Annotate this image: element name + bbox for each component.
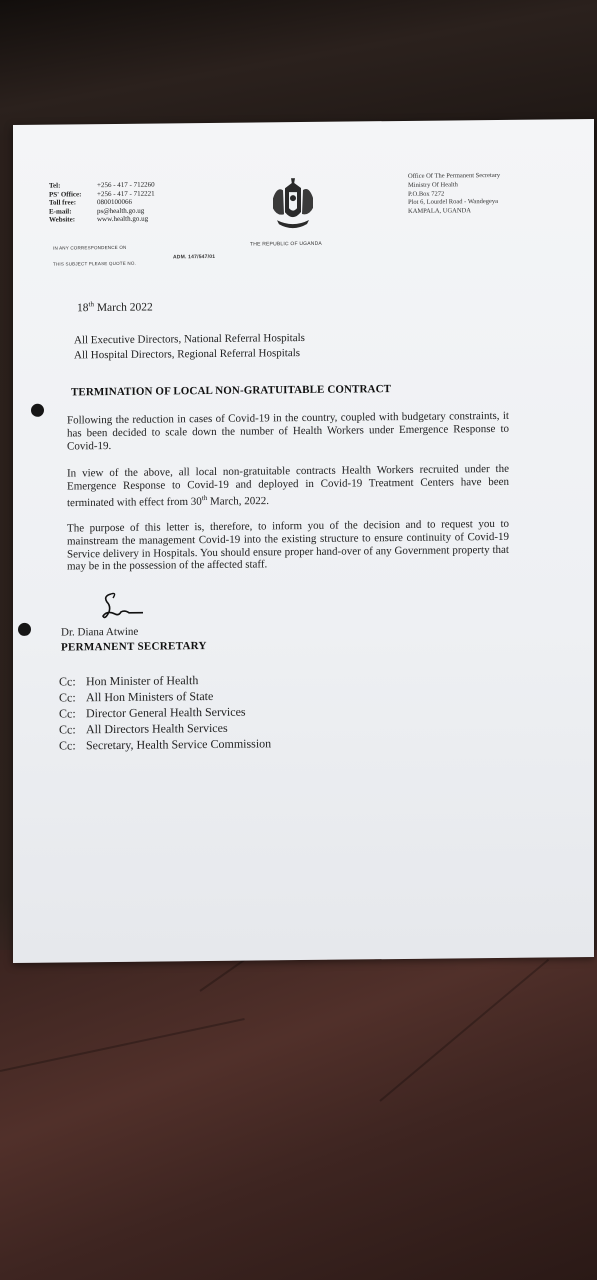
contact-label: PS' Office: [49,189,82,199]
paragraph-2-text: In view of the above, all local non-gratuitable contracts Health Workers recruited under the Emergence Response to Covid-19 and deployed in Covid-19 Treatment Centers have been terminated with effect from 30 [67,462,509,509]
addressee-line: All Executive Directors, National Referral Hospitals [74,331,305,347]
cc-list [59,671,271,753]
letter-page [13,119,594,963]
cc-recipient: All Hon Ministers of State [86,688,214,705]
signatory-name: Dr. Diana Atwine [61,625,139,639]
paragraph-2 [67,463,509,510]
office-line: Office Of The Permanent Secretary [408,171,501,180]
paragraph-1: Following the reduction in cases of Covid-19 in the country, coupled with budgetary constraints, it has been decided to scale down the number of Health Workers under Emergence Response to Covid-19. [67,409,509,453]
quote-note: THIS SUBJECT PLEASE QUOTE NO. [53,260,136,267]
contact-value: +256 - 417 - 712260 [97,180,155,190]
cc-recipient: Director General Health Services [86,704,246,721]
contact-label: E-mail: [49,207,72,216]
office-line: P.O.Box 7272 [408,190,445,198]
paragraph-2-end: March, 2022. [207,494,269,508]
wood-grain [0,1018,245,1072]
cc-item [59,735,271,753]
reference-number: ADM. 147/547/01 [173,253,216,261]
punch-hole [18,623,31,636]
addressee-line: All Hospital Directors, Regional Referral Hospitals [74,346,301,361]
office-line: Plot 6, Lourdel Road - Wandegeya [408,198,498,207]
letter-date [77,300,153,315]
contact-value: +256 - 417 - 712221 [97,189,155,198]
contact-value: 0800100066 [97,197,132,207]
paragraph-3: The purpose of this letter is, therefore, to inform you of the decision and to request you to mainstream the management Covid-19 into the existing structure to ensure continuity of Covid-19 Service delivery in Hospitals. You should ensure proper hand-over of any Government property that may be in the possession of the affected staff. [67,517,509,573]
wood-grain [379,959,549,1102]
cc-label: Cc: [59,706,76,721]
cc-label: Cc: [59,722,76,737]
date-day: 18 [77,302,89,315]
coat-of-arms-icon [267,178,319,237]
contact-block [49,181,155,225]
contact-value: ps@health.go.ug [97,206,145,215]
cc-label: Cc: [59,738,76,753]
office-line: KAMPALA, UGANDA [408,207,471,216]
office-line: Ministry Of Health [408,181,458,189]
punch-hole [31,404,44,417]
date-suffix: th [88,300,94,309]
cc-item [59,703,271,721]
contact-label: Tel: [49,181,61,190]
signature-mark [99,590,149,625]
cc-recipient: Secretary, Health Service Commission [86,736,272,753]
subject-heading: TERMINATION OF LOCAL NON-GRATUITABLE CONTRACT [71,383,392,399]
cc-label: Cc: [59,690,76,705]
cc-label: Cc: [59,674,76,689]
signatory-title: PERMANENT SECRETARY [61,640,207,654]
contact-value: www.health.go.ug [97,215,149,224]
cc-recipient: All Directors Health Services [86,720,228,737]
date-rest: March 2022 [93,301,153,315]
paragraph-2-sup: th [201,493,208,502]
addressee-block [74,331,305,362]
correspondence-note: IN ANY CORRESPONDENCE ON [53,244,127,251]
contact-label: Toll free: [49,198,77,207]
table-surface-bottom [0,950,597,1280]
office-address [408,172,500,217]
contact-label: Website: [49,215,76,225]
cc-recipient: Hon Minister of Health [86,673,199,689]
republic-label: THE REPUBLIC OF UGANDA [250,240,322,248]
